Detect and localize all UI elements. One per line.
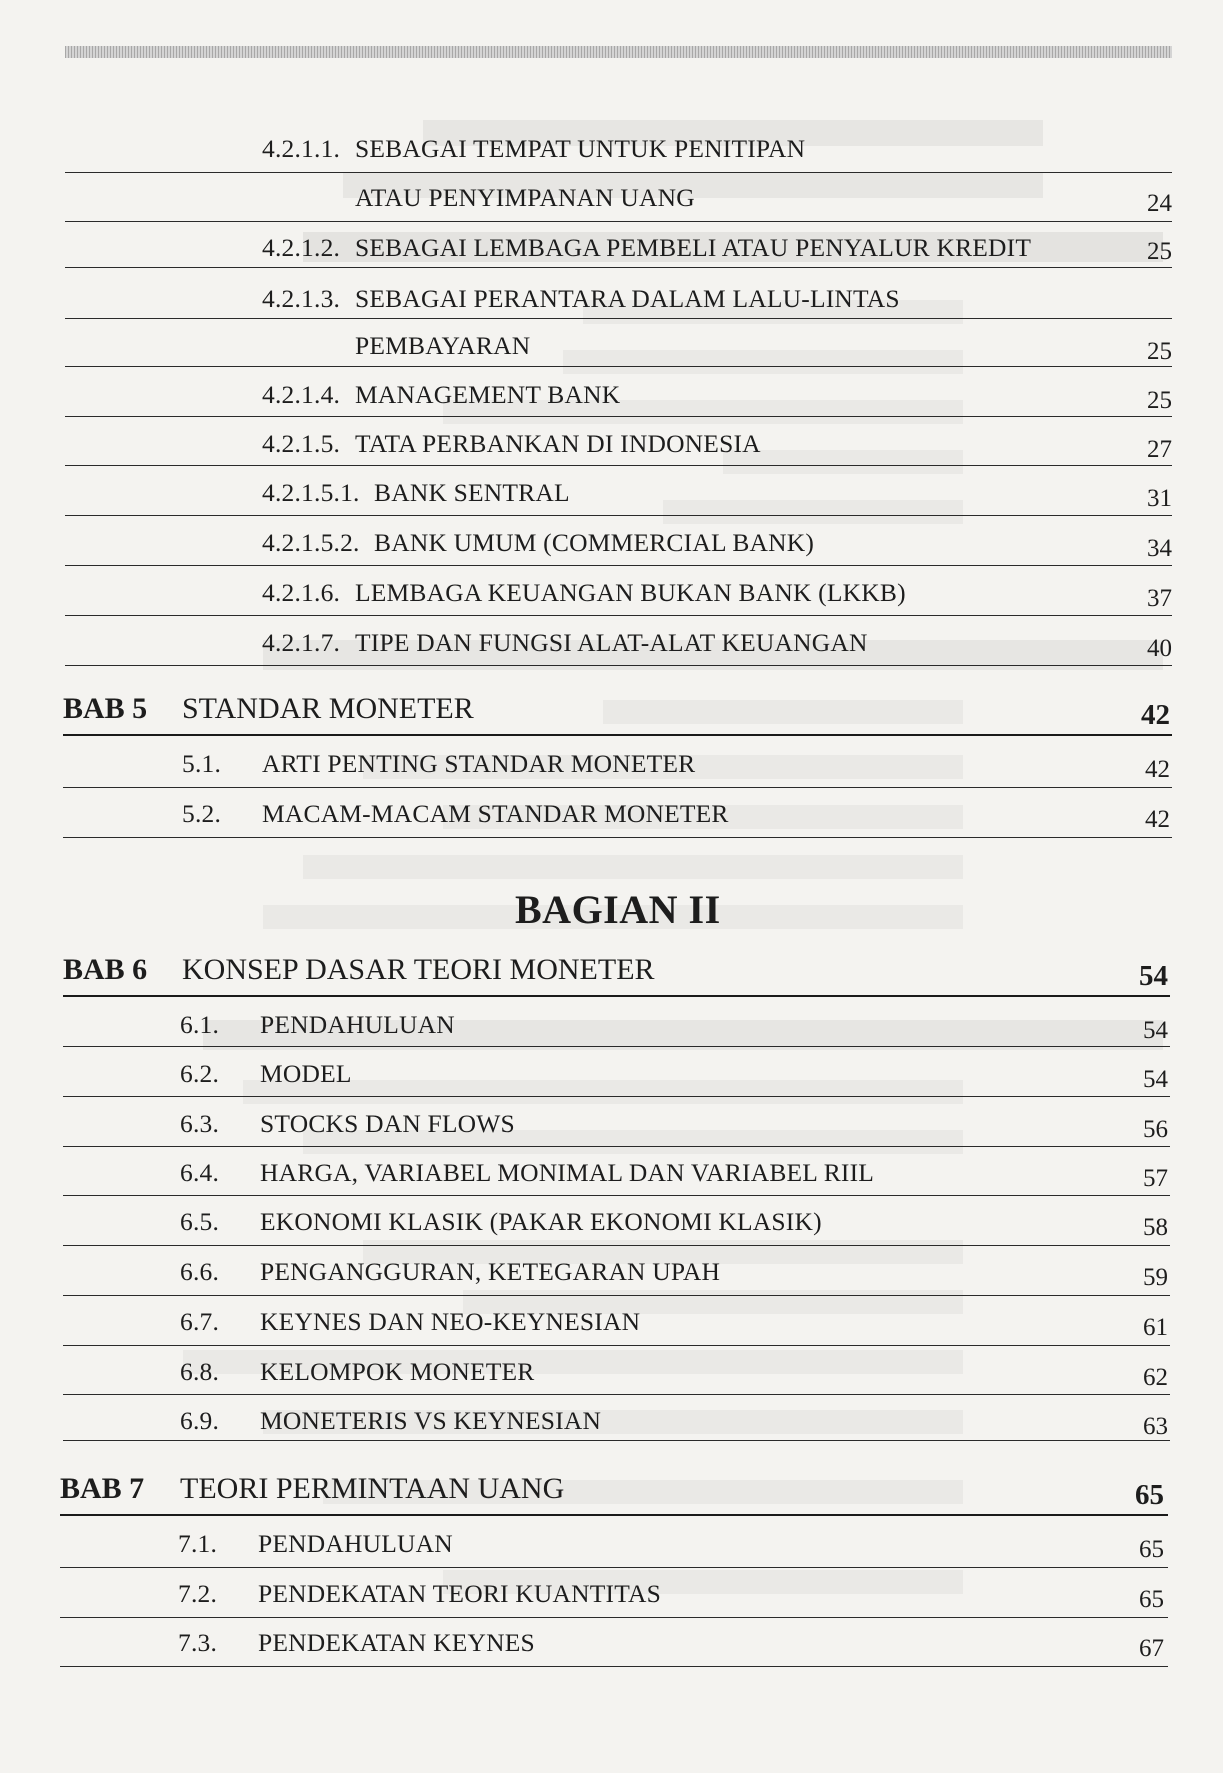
toc-title: PENDAHULUAN xyxy=(260,1010,455,1039)
toc-title: MODEL xyxy=(260,1059,352,1088)
chapter-title: KONSEP DASAR TEORI MONETER xyxy=(182,953,655,986)
toc-rule xyxy=(63,1295,1170,1296)
toc-page-number: 25 xyxy=(1147,238,1172,265)
toc-page-number: 62 xyxy=(1143,1364,1168,1391)
toc-page-number: 25 xyxy=(1147,387,1172,414)
toc-page-number: 42 xyxy=(1145,756,1170,783)
toc-title: PENDEKATAN TEORI KUANTITAS xyxy=(258,1579,661,1608)
toc-number: 4.2.1.3. xyxy=(262,284,341,313)
toc-number: 6.1. xyxy=(180,1010,220,1039)
toc-number: 6.5. xyxy=(180,1207,220,1236)
chapter-label: BAB 7 xyxy=(60,1472,145,1505)
toc-title: KELOMPOK MONETER xyxy=(260,1357,535,1386)
toc-title: BANK SENTRAL xyxy=(374,478,570,507)
part-heading: BAGIAN II xyxy=(515,887,721,932)
toc-title: PENDAHULUAN xyxy=(258,1529,453,1558)
chapter-label: BAB 5 xyxy=(63,692,148,725)
toc-rule xyxy=(63,1146,1170,1147)
toc-number: 7.1. xyxy=(178,1529,218,1558)
toc-title: SEBAGAI PERANTARA DALAM LALU-LINTAS xyxy=(355,284,900,313)
toc-number: 4.2.1.5.1. xyxy=(262,478,360,507)
chapter-label: BAB 6 xyxy=(63,953,148,986)
toc-page-number: 54 xyxy=(1139,960,1168,992)
toc-rule xyxy=(65,172,1172,173)
toc-rule xyxy=(60,1617,1168,1618)
toc-page-number: 40 xyxy=(1147,635,1172,662)
toc-page-number: 54 xyxy=(1143,1066,1168,1093)
toc-rule xyxy=(63,734,1172,736)
toc-page-number: 42 xyxy=(1145,806,1170,833)
toc-rule xyxy=(63,1195,1170,1196)
toc-rule xyxy=(65,465,1172,466)
chapter-title: STANDAR MONETER xyxy=(182,692,474,725)
toc-rule xyxy=(65,515,1172,516)
toc-title: MACAM-MACAM STANDAR MONETER xyxy=(262,799,729,828)
toc-title: ARTI PENTING STANDAR MONETER xyxy=(262,749,696,778)
toc-rule xyxy=(60,1666,1168,1667)
toc-page-number: 67 xyxy=(1139,1635,1164,1662)
toc-number: 7.3. xyxy=(178,1628,218,1657)
toc-rule xyxy=(63,837,1172,838)
toc-number: 4.2.1.1. xyxy=(262,134,341,163)
toc-page-number: 31 xyxy=(1147,485,1172,512)
toc-rule xyxy=(63,1096,1170,1097)
toc-title: BANK UMUM (COMMERCIAL BANK) xyxy=(374,528,815,557)
toc-title: PENDEKATAN KEYNES xyxy=(258,1628,535,1657)
toc-rule xyxy=(63,1345,1170,1346)
toc-rule xyxy=(63,1440,1170,1441)
toc-number: 4.2.1.4. xyxy=(262,380,341,409)
toc-title: TIPE DAN FUNGSI ALAT-ALAT KEUANGAN xyxy=(355,628,868,657)
toc-number: 6.8. xyxy=(180,1357,220,1386)
toc-number: 6.2. xyxy=(180,1059,220,1088)
toc-page-number: 24 xyxy=(1147,190,1172,217)
toc-title: MONETERIS VS KEYNESIAN xyxy=(260,1406,602,1435)
toc-number: 6.6. xyxy=(180,1257,220,1286)
toc-page-number: 25 xyxy=(1147,338,1172,365)
toc-title: PEMBAYARAN xyxy=(355,331,531,360)
toc-page-number: 65 xyxy=(1139,1586,1164,1613)
toc-title: HARGA, VARIABEL MONIMAL DAN VARIABEL RIIL xyxy=(260,1158,875,1187)
toc-title: SEBAGAI TEMPAT UNTUK PENITIPAN xyxy=(355,134,806,163)
toc-title: STOCKS DAN FLOWS xyxy=(260,1109,515,1138)
toc-page-number: 37 xyxy=(1147,585,1172,612)
toc-title: KEYNES DAN NEO-KEYNESIAN xyxy=(260,1307,641,1336)
toc-title: TATA PERBANKAN DI INDONESIA xyxy=(355,429,761,458)
toc-page-number: 57 xyxy=(1143,1165,1168,1192)
toc-rule xyxy=(65,565,1172,566)
toc-rule xyxy=(65,318,1172,319)
toc-page-number: 54 xyxy=(1143,1017,1168,1044)
toc-number: 7.2. xyxy=(178,1579,218,1608)
toc-number: 6.4. xyxy=(180,1158,220,1187)
toc-page-number: 27 xyxy=(1147,436,1172,463)
toc-number: 4.2.1.6. xyxy=(262,578,341,607)
toc-rule xyxy=(65,366,1172,367)
toc-number: 6.3. xyxy=(180,1109,220,1138)
toc-number: 6.7. xyxy=(180,1307,220,1336)
toc-rule xyxy=(65,615,1172,616)
toc-rule xyxy=(65,221,1172,222)
toc-page-number: 63 xyxy=(1143,1413,1168,1440)
toc-number: 4.2.1.5.2. xyxy=(262,528,360,557)
toc-number: 4.2.1.2. xyxy=(262,233,341,262)
toc-title: SEBAGAI LEMBAGA PEMBELI ATAU PENYALUR KREDIT xyxy=(355,233,1032,262)
toc-page-number: 65 xyxy=(1139,1536,1164,1563)
toc-rule xyxy=(65,267,1172,268)
toc-rule xyxy=(63,787,1172,788)
toc-title: PENGANGGURAN, KETEGARAN UPAH xyxy=(260,1257,721,1286)
toc-page-number: 56 xyxy=(1143,1116,1168,1143)
toc-number: 6.9. xyxy=(180,1406,220,1435)
toc-title: EKONOMI KLASIK (PAKAR EKONOMI KLASIK) xyxy=(260,1207,822,1236)
toc-title: MANAGEMENT BANK xyxy=(355,380,621,409)
toc-number: 5.2. xyxy=(182,799,222,828)
toc-number: 4.2.1.7. xyxy=(262,628,341,657)
chapter-title: TEORI PERMINTAAN UANG xyxy=(180,1472,565,1505)
toc-page-number: 42 xyxy=(1141,699,1170,731)
toc-page-number: 34 xyxy=(1147,535,1172,562)
toc-rule xyxy=(60,1567,1168,1568)
toc-rule xyxy=(63,1245,1170,1246)
toc-page-number: 65 xyxy=(1135,1479,1164,1511)
toc-title: LEMBAGA KEUANGAN BUKAN BANK (LKKB) xyxy=(355,578,906,607)
toc-rule xyxy=(60,1514,1168,1516)
toc-rule xyxy=(65,665,1172,666)
toc-page-number: 58 xyxy=(1143,1214,1168,1241)
toc-number: 4.2.1.5. xyxy=(262,429,341,458)
toc-page-number: 59 xyxy=(1143,1264,1168,1291)
toc-rule xyxy=(63,1046,1170,1047)
toc-rule xyxy=(65,416,1172,417)
toc-number: 5.1. xyxy=(182,749,222,778)
toc-title: ATAU PENYIMPANAN UANG xyxy=(355,183,695,212)
toc-rule xyxy=(63,1394,1170,1395)
toc-page-number: 61 xyxy=(1143,1314,1168,1341)
toc-rule xyxy=(63,995,1170,997)
